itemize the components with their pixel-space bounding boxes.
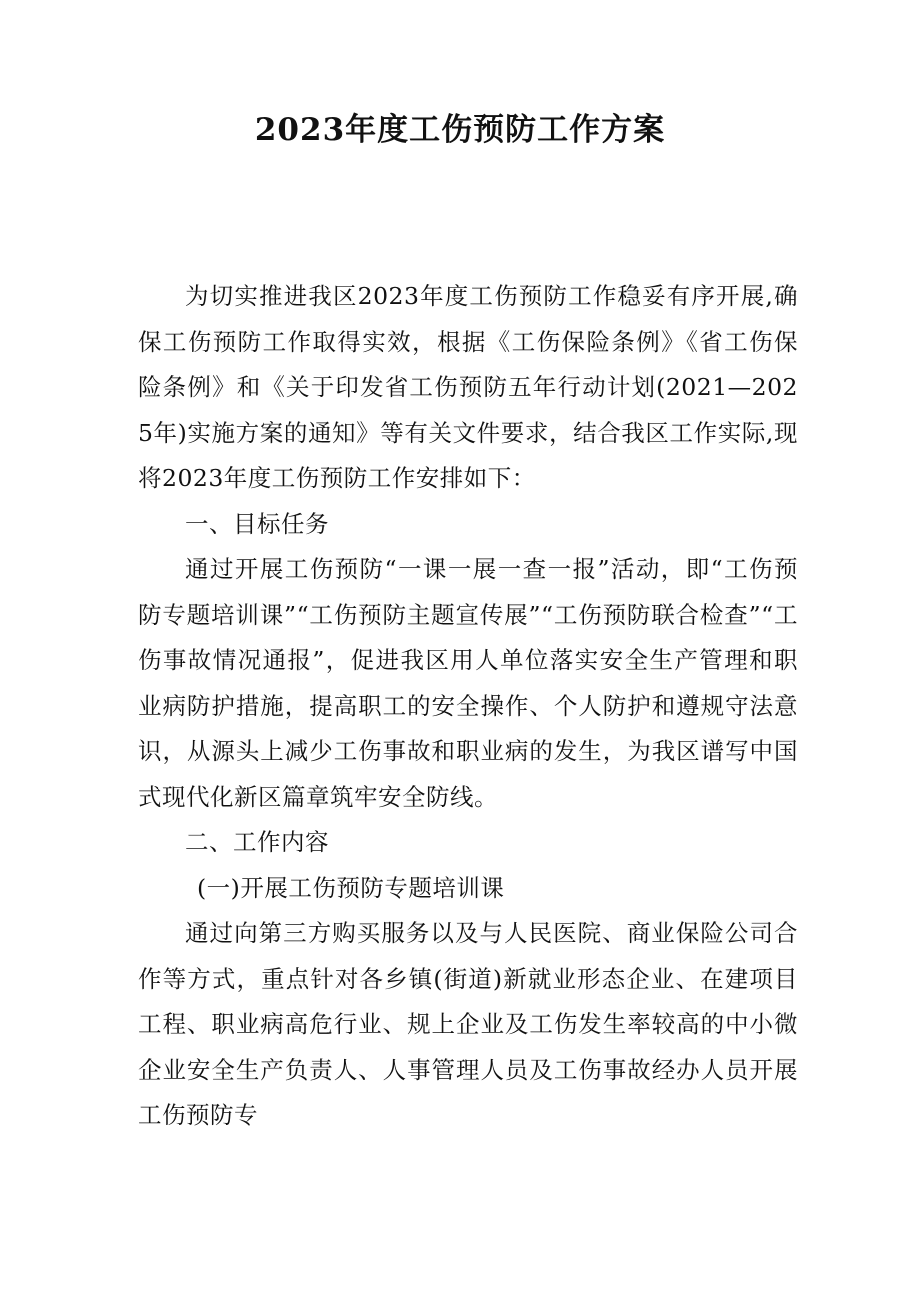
- section-heading-content: 二、工作内容: [185, 828, 329, 856]
- document-title: 2023年度工伤预防工作方案: [254, 112, 666, 148]
- training-paragraph: 通过向第三方购买服务以及与人民医院、商业保险公司合作等方式，重点针对各乡镇(街道)新就业形态企业、在建项目工程、职业病高危行业、规上企业及工伤发生率较高的中小微企业安全生产负责人、人事管理人员及工伤事故经办人员开展工伤预防专: [138, 919, 798, 1129]
- goals-paragraph: 通过开展工伤预防“一课一展一查一报”活动，即“工伤预防专题培训课”“工伤预防主题宣传展”“工伤预防联合检查”“工伤事故情况通报”，促进我区用人单位落实安全生产管理和职业病防护措施，提高职工的安全操作、个人防护和遵规守法意识，从源头上减少工伤事故和职业病的发生，为我区谱写中国式现代化新区篇章筑牢安全防线。: [138, 555, 798, 811]
- section-heading-goals: 一、目标任务: [185, 509, 329, 538]
- subsection-heading-training: (一)开展工伤预防专题培训课: [197, 873, 505, 902]
- document-body: [138, 274, 798, 1139]
- intro-paragraph: 为切实推进我区2023年度工伤预防工作稳妥有序开展,确保工伤预防工作取得实效，根据《工伤保险条例》《省工伤保险条例》和《关于印发省工伤预防五年行动计划(2021—2025年)实施方案的通知》等有关文件要求，结合我区工作实际,现将2023年度工伤预防工作安排如下：: [138, 282, 798, 492]
